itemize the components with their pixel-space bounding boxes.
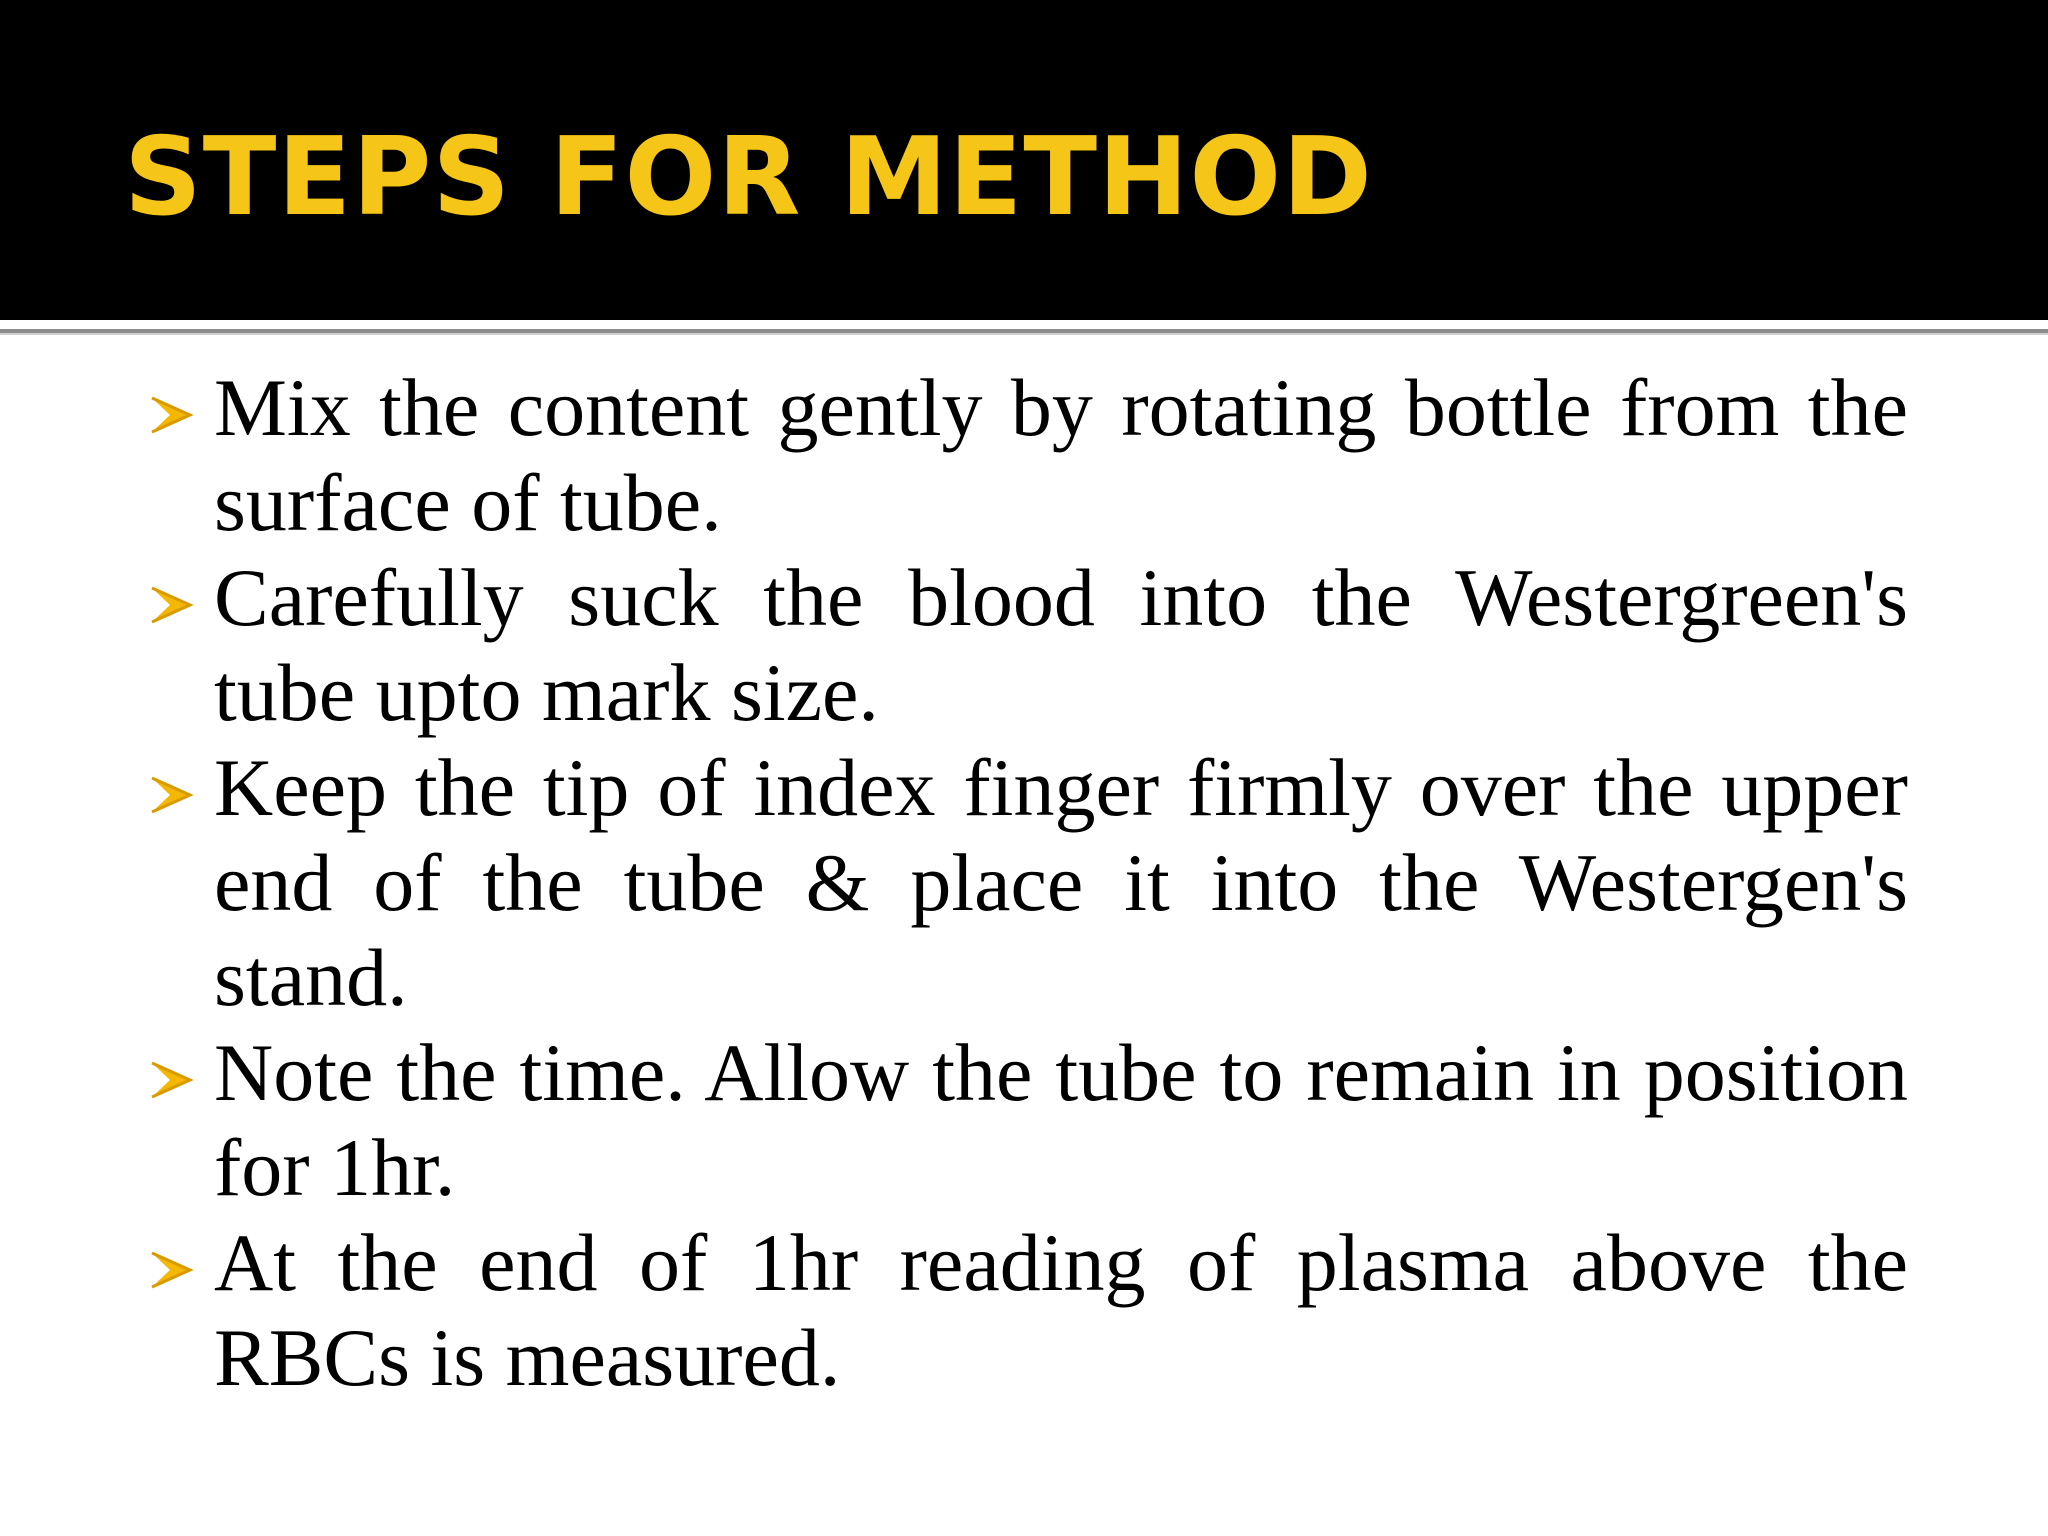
slide-title: STEPS FOR METHOD (124, 115, 1373, 240)
arrow-right-icon (148, 1249, 194, 1291)
bullet-item (140, 1215, 1908, 1405)
arrow-right-icon (148, 774, 194, 816)
bullet-text: Carefully suck the blood into the Westergreen's tube upto mark size. (214, 552, 1908, 738)
title-bar (0, 0, 2048, 320)
bullet-text: Keep the tip of index finger firmly over the upper end of the tube & place it into the Westergen's stand. (214, 742, 1908, 1023)
bullet-text: Mix the content gently by rotating bottle from the surface of tube. (214, 362, 1908, 548)
bullet-text: At the end of 1hr reading of plasma above the RBCs is measured. (214, 1217, 1908, 1403)
arrow-right-icon (148, 394, 194, 436)
arrow-right-icon (148, 584, 194, 626)
title-underline-shadow (0, 333, 2048, 335)
bullet-item (140, 550, 1908, 740)
bullet-item (140, 740, 1908, 1025)
bullet-list (140, 360, 1908, 1405)
title-divider (0, 320, 2048, 328)
bullet-text: Note the time. Allow the tube to remain in position for 1hr. (214, 1027, 1908, 1213)
arrow-right-icon (148, 1059, 194, 1101)
bullet-item (140, 1025, 1908, 1215)
bullet-item (140, 360, 1908, 550)
